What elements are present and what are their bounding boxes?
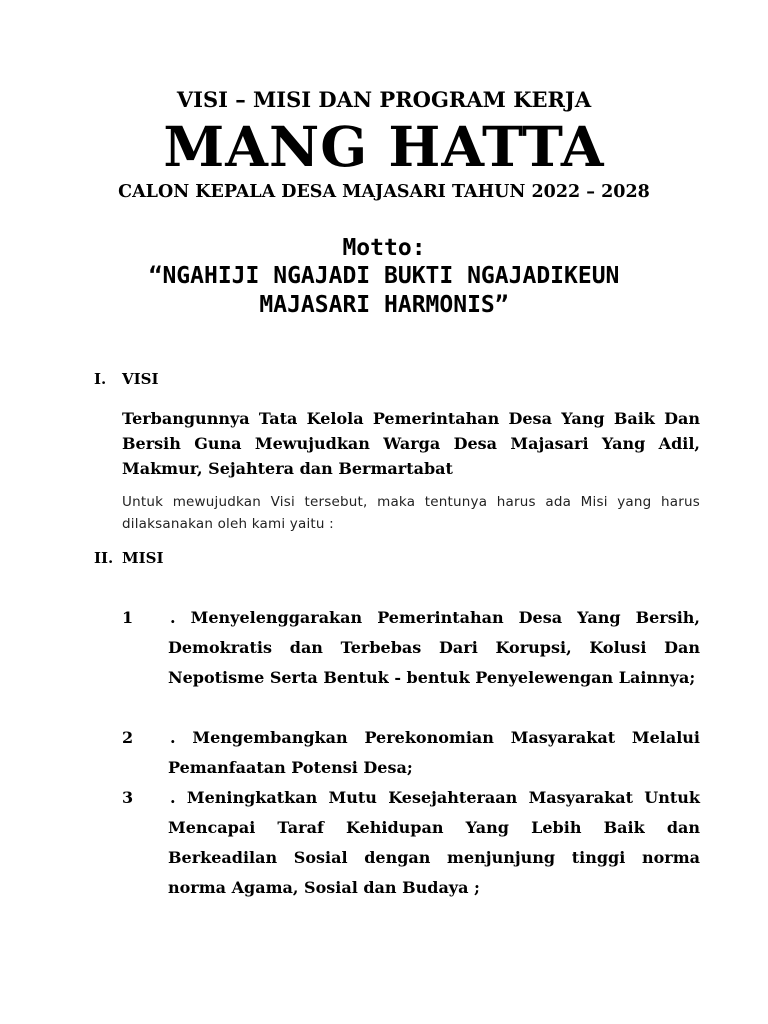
motto-line-1: “NGAHIJI NGAJADI BUKTI NGAJADIKEUN xyxy=(148,263,620,289)
misi-item-text: . Menyelenggarakan Pemerintahan Desa Yang Bersih, Demokratis dan Terbebas Dari Korupsi, Kolusi Dan Nepotisme Serta Bentuk - bentuk Penyelewengan Lainnya; xyxy=(168,608,700,687)
visi-section-number: I. xyxy=(94,370,107,388)
visi-section-title: VISI xyxy=(122,370,159,388)
visi-intro-paragraph: Untuk mewujudkan Visi tersebut, maka tentunya harus ada Misi yang harus dilaksanakan oleh kami yaitu : xyxy=(122,494,700,532)
motto-label: Motto: xyxy=(342,235,426,261)
misi-item-number: 3 xyxy=(122,788,134,807)
misi-item-text: . Meningkatkan Mutu Kesejahteraan Masyarakat Untuk Mencapai Taraf Kehidupan Yang Lebih Baik dan Berkeadilan Sosial dengan menjunjung tinggi norma norma Agama, Sosial dan Budaya ; xyxy=(168,788,700,897)
document-subtitle-top: VISI – MISI DAN PROGRAM KERJA xyxy=(176,87,592,112)
motto-line-2: MAJASARI HARMONIS” xyxy=(259,292,509,318)
motto-text xyxy=(0,262,768,320)
misi-item-number: 1 xyxy=(122,608,134,627)
document-subtitle-bottom: CALON KEPALA DESA MAJASARI TAHUN 2022 – 2028 xyxy=(118,182,650,202)
misi-section-number: II. xyxy=(94,549,114,567)
visi-statement: Terbangunnya Tata Kelola Pemerintahan Desa Yang Baik Dan Bersih Guna Mewujudkan Warga Desa Majasari Yang Adil, Makmur, Sejahtera dan Bermartabat xyxy=(122,409,700,478)
misi-section-title: MISI xyxy=(122,549,164,567)
misi-item-text: . Mengembangkan Perekonomian Masyarakat Melalui Pemanfaatan Potensi Desa; xyxy=(168,728,700,777)
misi-item-number: 2 xyxy=(122,728,134,747)
candidate-name: MANG HATTA xyxy=(163,114,605,179)
